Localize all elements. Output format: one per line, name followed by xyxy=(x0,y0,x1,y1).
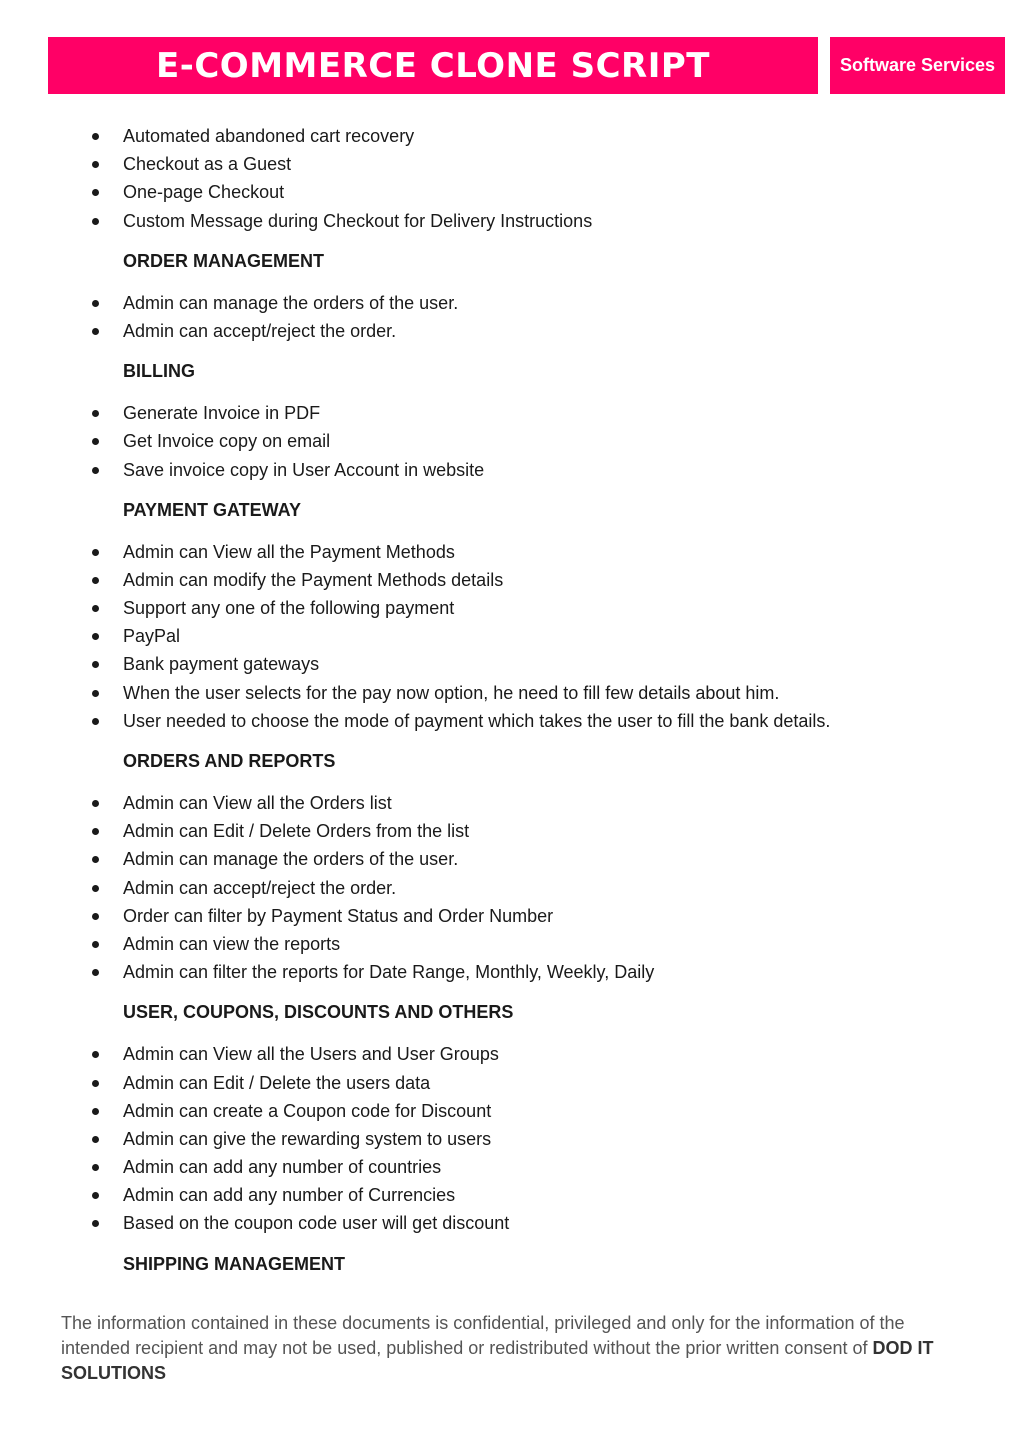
list-item: When the user selects for the pay now option, he need to fill few details about him. xyxy=(0,679,1024,707)
section-heading-user-coupons: USER, COUPONS, DISCOUNTS AND OTHERS xyxy=(123,1002,514,1023)
list-item: Admin can manage the orders of the user. xyxy=(0,845,1024,873)
list-item: Get Invoice copy on email xyxy=(0,427,1024,455)
section-heading-order-management: ORDER MANAGEMENT xyxy=(123,250,324,271)
page-title: E-COMMERCE CLONE SCRIPT xyxy=(156,45,710,86)
list-item: Admin can create a Coupon code for Discount xyxy=(0,1097,1024,1125)
list-item: PayPal xyxy=(0,622,1024,650)
order-management-list xyxy=(0,289,1024,345)
list-item: Admin can view the reports xyxy=(0,930,1024,958)
list-item: Admin can add any number of Currencies xyxy=(0,1181,1024,1209)
list-item: Automated abandoned cart recovery xyxy=(0,122,1024,150)
footer-text: The information contained in these documents is confidential, privileged and only for the information of the intended recipient and may not be used, published or redistributed without the prior written consent of xyxy=(61,1313,905,1358)
list-item: Admin can add any number of countries xyxy=(0,1153,1024,1181)
list-item: Bank payment gateways xyxy=(0,650,1024,678)
list-item: Admin can View all the Payment Methods xyxy=(0,538,1024,566)
header-title-bar xyxy=(48,37,818,94)
list-item: Custom Message during Checkout for Delivery Instructions xyxy=(0,207,1024,235)
list-item: Order can filter by Payment Status and Order Number xyxy=(0,902,1024,930)
list-item: Admin can View all the Orders list xyxy=(0,789,1024,817)
section-heading-payment-gateway: PAYMENT GATEWAY xyxy=(123,499,302,520)
list-item: Admin can modify the Payment Methods details xyxy=(0,566,1024,594)
list-item: Admin can manage the orders of the user. xyxy=(0,289,1024,317)
section-heading-orders-reports: ORDERS AND REPORTS xyxy=(123,751,336,771)
list-item: Admin can accept/reject the order. xyxy=(0,317,1024,345)
list-item: Generate Invoice in PDF xyxy=(0,399,1024,427)
header-badge xyxy=(830,37,1005,94)
list-item: Support any one of the following payment xyxy=(0,594,1024,622)
list-item: Admin can give the rewarding system to users xyxy=(0,1125,1024,1153)
footer-company: DOD IT SOLUTIONS xyxy=(61,1338,934,1383)
section-heading-shipping: SHIPPING MANAGEMENT xyxy=(123,1253,346,1274)
section-heading-billing: BILLING xyxy=(123,361,195,382)
header-badge-label: Software Services xyxy=(839,55,996,75)
user-coupons-list xyxy=(0,1040,1024,1237)
orders-reports-list xyxy=(0,789,1024,986)
list-item: Admin can Edit / Delete the users data xyxy=(0,1069,1024,1097)
confidentiality-footer xyxy=(61,1311,961,1386)
list-item: Admin can accept/reject the order. xyxy=(0,874,1024,902)
list-item: Checkout as a Guest xyxy=(0,150,1024,178)
list-item: User needed to choose the mode of payment which takes the user to fill the bank details. xyxy=(0,707,1024,735)
list-item: Based on the coupon code user will get discount xyxy=(0,1209,1024,1237)
list-item: Save invoice copy in User Account in website xyxy=(0,456,1024,484)
list-item: Admin can Edit / Delete Orders from the list xyxy=(0,817,1024,845)
list-item: Admin can View all the Users and User Groups xyxy=(0,1040,1024,1068)
list-item: Admin can filter the reports for Date Range, Monthly, Weekly, Daily xyxy=(0,958,1024,986)
billing-list xyxy=(0,399,1024,484)
payment-gateway-list xyxy=(0,538,1024,735)
intro-list xyxy=(0,122,1024,235)
list-item: One-page Checkout xyxy=(0,178,1024,206)
document-body xyxy=(0,122,1024,1278)
